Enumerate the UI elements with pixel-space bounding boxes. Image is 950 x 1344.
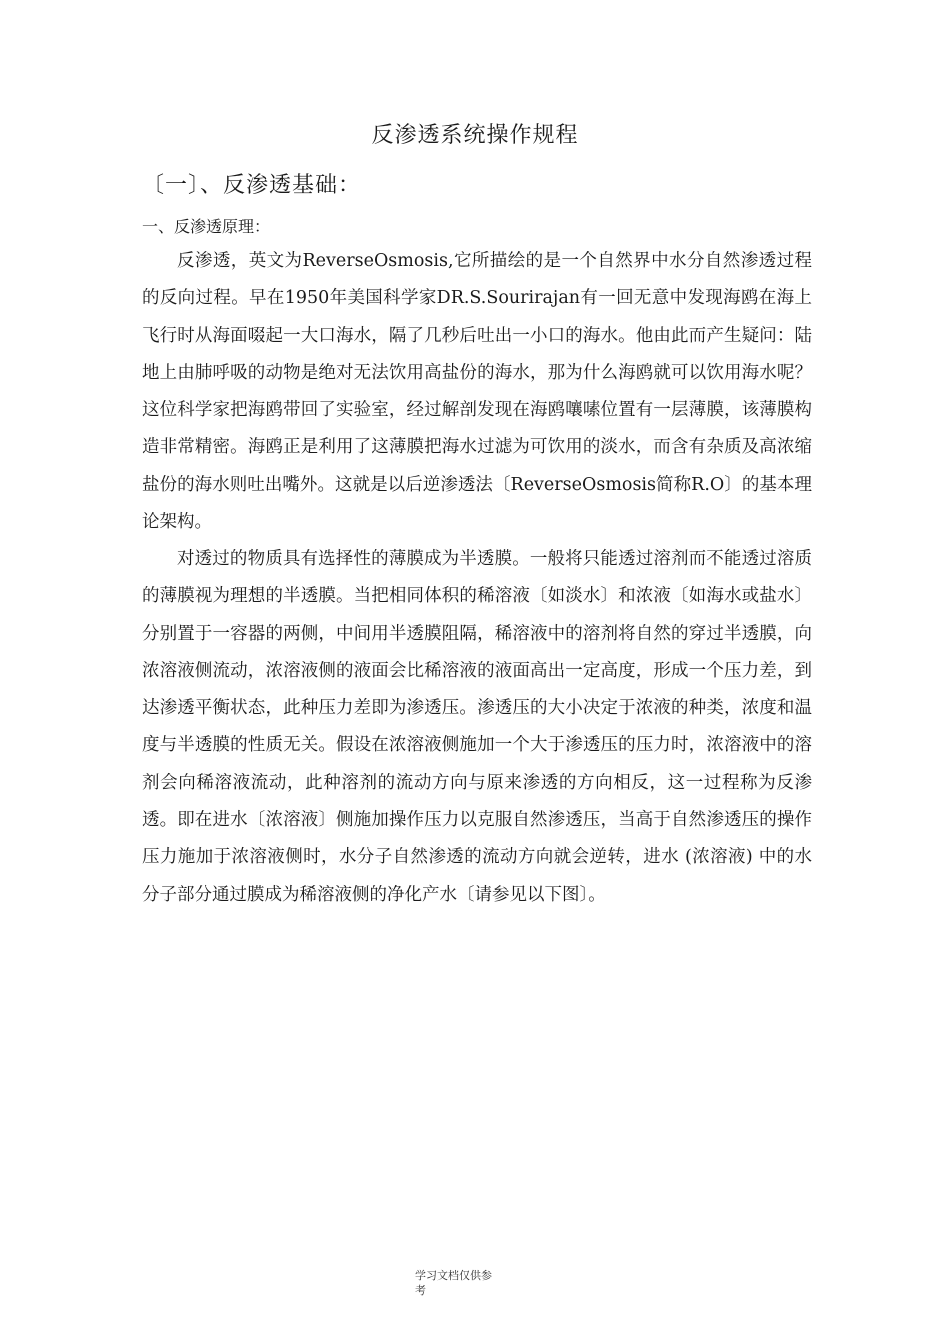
- footer-line-2: 考: [415, 1284, 426, 1297]
- paragraph-reverse-osmosis-history: 反渗透，英文为ReverseOsmosis,它所描绘的是一个自然界中水分自然渗透过程的反向过程。早在1950年美国科学家DR.S.Sourirajan有一回无意中发现海鸥在海上飞行时从海面啜起一大口海水，隔了几秒后吐出一小口的海水。他由此而产生疑问：陆地上由肺呼吸的动物是绝对无法饮用高盐份的海水，那为什么海鸥就可以饮用海水呢？这位科学家把海鸥带回了实验室，经过解剖发现在海鸥嚷嗉位置有一层薄膜，该薄膜构造非常精密。海鸥正是利用了这薄膜把海水过滤为可饮用的淡水，而含有杂质及高浓缩盐份的海水则吐出嘴外。这就是以后逆渗透法〔ReverseOsmosis简称R.O〕的基本理论架构。: [142, 251, 812, 533]
- paragraph-semipermeable-membrane: 对透过的物质具有选择性的薄膜成为半透膜。一般将只能透过溶剂而不能透过溶质的薄膜视为理想的半透膜。当把相同体积的稀溶液〔如淡水〕和浓液〔如海水或盐水〕分别置于一容器的两侧，中间用半透膜阻隔，稀溶液中的溶剂将自然的穿过半透膜，向浓溶液侧流动，浓溶液侧的液面会比稀溶液的液面高出一定高度，形成一个压力差，到达渗透平衡状态，此种压力差即为渗透压。渗透压的大小决定于浓液的种类，浓度和温度与半透膜的性质无关。假设在浓溶液侧施加一个大于渗透压的压力时，浓溶液中的溶剂会向稀溶液流动，此种溶剂的流动方向与原来渗透的方向相反，这一过程称为反渗透。即在进水〔浓溶液〕侧施加操作压力以克服自然渗透压，当高于自然渗透压的操作压力施加于浓溶液侧时，水分子自然渗透的流动方向就会逆转，进水 (浓溶液) 中的水分子部分通过膜成为稀溶液侧的净化产水〔请参见以下图〕。: [142, 549, 812, 905]
- footer-line-1: 学习文档仅供参: [415, 1269, 492, 1282]
- sub-heading: 一、反渗透原理：: [142, 217, 271, 236]
- page-footer: [0, 1268, 950, 1298]
- document-title: 反渗透系统操作规程: [371, 123, 579, 148]
- section-heading: 〔一〕、反渗透基础：: [142, 173, 362, 198]
